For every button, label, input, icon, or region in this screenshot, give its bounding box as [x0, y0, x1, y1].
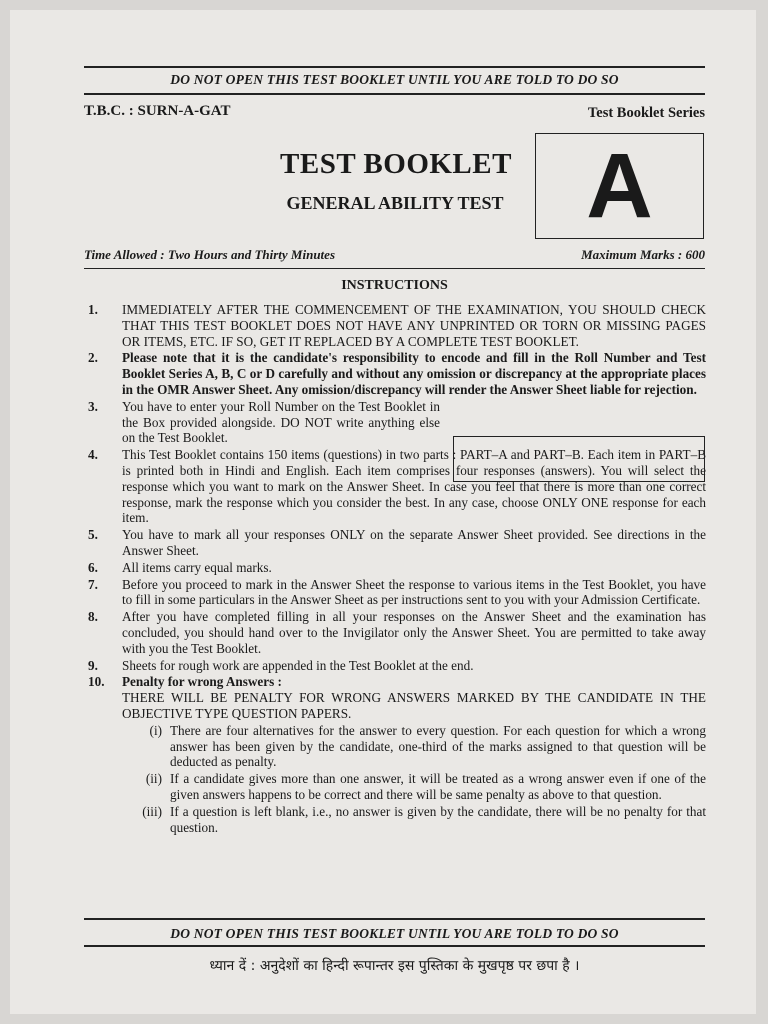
series-box: [535, 133, 704, 239]
bottom-warning: DO NOT OPEN THIS TEST BOOKLET UNTIL YOU ARE TOLD TO DO SO: [170, 926, 619, 941]
penalty-statement: THERE WILL BE PENALTY FOR WRONG ANSWERS MARKED BY THE CANDIDATE IN THE OBJECTIVE TYPE QUESTION PAPERS.: [122, 690, 706, 721]
roll-number-box[interactable]: [453, 436, 705, 482]
instructions-list: [84, 302, 706, 836]
instruction-item: 10. Penalty for wrong Answers : THERE WILL BE PENALTY FOR WRONG ANSWERS MARKED BY THE CANDIDATE IN THE OBJECTIVE TYPE QUESTION PAPERS. (i) There are four alternatives for the answer to every question. For each question for which a wrong answer has been given by the candidate, one-third of the marks assigned to that question will be deducted as penalty. (ii) If a candidate gives more than one answer, it will be treated as a wrong answer even if one of the given answers happens to be correct and there will be same penalty as above to that question. (iii) If a question is left blank, i.e., no answer is given by the candidate, there will be no penalty for that question.: [88, 674, 706, 835]
instruction-item: 2. Please note that it is the candidate's responsibility to encode and fill in the Roll Number and Test Booklet Series A, B, C or D carefully and without any omission or discrepancy at the appropriate places in the OMR Answer Sheet. Any omission/discrepancy will render the Answer Sheet liable for rejection.: [88, 350, 706, 397]
header-divider: [84, 268, 705, 269]
time-allowed: Time Allowed : Two Hours and Thirty Minutes: [84, 247, 335, 262]
instruction-item: 6. All items carry equal marks.: [88, 559, 272, 575]
bottom-rule-lower: [84, 945, 705, 947]
top-rule-lower: [84, 93, 705, 95]
series-letter: A: [586, 135, 653, 237]
top-warning: DO NOT OPEN THIS TEST BOOKLET UNTIL YOU ARE TOLD TO DO SO: [170, 72, 619, 87]
page-title: TEST BOOKLET: [280, 148, 512, 180]
instruction-item: 9. Sheets for rough work are appended in the Test Booklet at the end.: [88, 657, 474, 673]
series-label: Test Booklet Series: [587, 105, 705, 121]
instruction-item: 4. This Test Booklet contains 150 items (questions) in two parts : PART–A and PART–B. Each item in PART–B is printed both in Hindi and English. Each item comprises four responses (answers). You will select the response which you want to mark on the Answer Sheet. In case you feel that there is more than one correct response, mark the response which you consider the best. In any case, choose ONLY ONE response for each item.: [88, 447, 706, 526]
top-rule: [84, 66, 705, 68]
penalty-rule: (iii) If a question is left blank, i.e., no answer is given by the candidate, there will be no penalty for that question.: [142, 803, 706, 835]
penalty-rule: (i) There are four alternatives for the answer to every question. For each question for which a wrong answer has been given by the candidate, one-third of the marks assigned to that question will be deducted as penalty.: [149, 722, 706, 770]
instructions-heading: INSTRUCTIONS: [341, 278, 448, 293]
instruction-item: 5. You have to mark all your responses ONLY on the separate Answer Sheet provided. See directions in the Answer Sheet.: [88, 527, 706, 558]
instruction-item: 3. You have to enter your Roll Number on the Test Booklet in the Box provided alongside. DO NOT write anything else on the Test Booklet.: [88, 398, 440, 446]
instruction-item: 7. Before you proceed to mark in the Answer Sheet the response to various items in the Test Booklet, you have to fill in some particulars in the Answer Sheet as per instructions sent to you with your Admission Certificate.: [88, 576, 706, 608]
penalty-rule: (ii) If a candidate gives more than one answer, it will be treated as a wrong answer even if one of the given answers happens to be correct and there will be same penalty as above to that question.: [145, 771, 706, 802]
instruction-item: 1. IMMEDIATELY AFTER THE COMMENCEMENT OF THE EXAMINATION, YOU SHOULD CHECK THAT THIS TEST BOOKLET DOES NOT HAVE ANY UNPRINTED OR TORN OR MISSING PAGES OR ITEMS, ETC. IF SO, GET IT REPLACED BY A COMPLETE TEST BOOKLET.: [88, 302, 706, 349]
instruction-item: 8. After you have completed filling in all your responses on the Answer Sheet and the examination has concluded, you should hand over to the Invigilator only the Answer Sheet. You are permitted to take away with you the Test Booklet.: [88, 609, 706, 656]
penalty-title: Penalty for wrong Answers :: [122, 674, 282, 690]
bottom-rule: [84, 918, 705, 920]
page-subtitle: GENERAL ABILITY TEST: [286, 193, 504, 213]
tbc-code: T.B.C. : SURN-A-GAT: [84, 103, 231, 119]
maximum-marks: Maximum Marks : 600: [581, 247, 705, 262]
hindi-note: ध्यान दें : अनुदेशों का हिन्दी रूपान्तर इस पुस्तिका के मुखपृष्ठ पर छपा है ।: [209, 958, 580, 974]
